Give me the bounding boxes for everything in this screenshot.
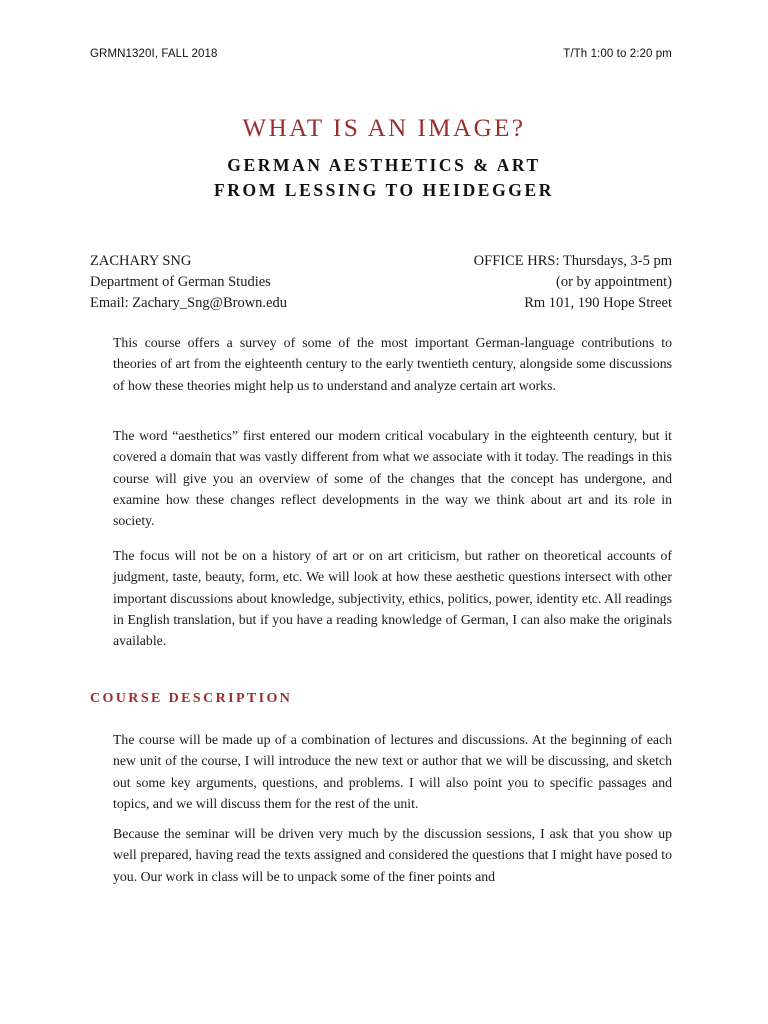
subtitle-line-1: GERMAN AESTHETICS & ART — [227, 155, 541, 175]
instructor-name: ZACHARY SNG — [90, 253, 192, 269]
course-code: GRMN1320I, FALL 2018 — [90, 48, 218, 60]
office-info — [474, 251, 672, 314]
document-title: WHAT IS AN IMAGE? — [242, 115, 526, 142]
office-hours: OFFICE HRS: Thursdays, 3-5 pm — [473, 253, 672, 269]
running-header — [90, 48, 672, 60]
intro-paragraph-3: The focus will not be on a history of art or on art criticism, but rather on theoretical accounts of judgment, taste, beauty, form, etc. We will look at how these aesthetic questions intersect with other important discussions about knowledge, subjectivity, ethics, politics, power, identity etc. All readings in English translation, but if you have a reading knowledge of German, I can also make the originals available. — [113, 548, 672, 649]
subtitle-line-2: FROM LESSING TO HEIDEGGER — [213, 180, 555, 200]
office-room: Rm 101, 190 Hope Street — [524, 295, 672, 311]
instructor-department: Department of German Studies — [90, 274, 271, 290]
class-schedule: T/Th 1:00 to 2:20 pm — [563, 48, 672, 60]
intro-paragraph-1: This course offers a survey of some of the most important German-language contributions to theories of art from the eighteenth century to the early twentieth century, alongside some discussions of how these theories might help us to understand and analyze certain art works. — [113, 335, 672, 393]
course-description-paragraph-2: Because the seminar will be driven very much by the discussion sessions, I ask that you show up well prepared, having read the texts assigned and considered the questions that I might have posed to you. Our work in class will be to unpack some of the finer points and — [113, 826, 672, 884]
intro-paragraph-2: The word “aesthetics” first entered our modern critical vocabulary in the eighteenth century, but it covered a domain that was vastly different from what we associate with it today. The readings in this course will give you an overview of some of the changes that the concept has undergone, and examine how these changes reflect developments in the way we think about art and its role in society. — [113, 428, 672, 529]
course-description-paragraph-1: The course will be made up of a combination of lectures and discussions. At the beginning of each new unit of the course, I will introduce the new text or author that we will be discussing, and sketch out some key arguments, questions, and problems. I will also point you to specific passages and topics, and we will discuss them for the rest of the unit. — [113, 732, 672, 811]
office-appointment: (or by appointment) — [556, 274, 672, 290]
section-heading-course-description: COURSE DESCRIPTION — [90, 691, 293, 706]
instructor-email: Email: Zachary_Sng@Brown.edu — [90, 295, 287, 311]
instructor-info — [90, 251, 287, 314]
